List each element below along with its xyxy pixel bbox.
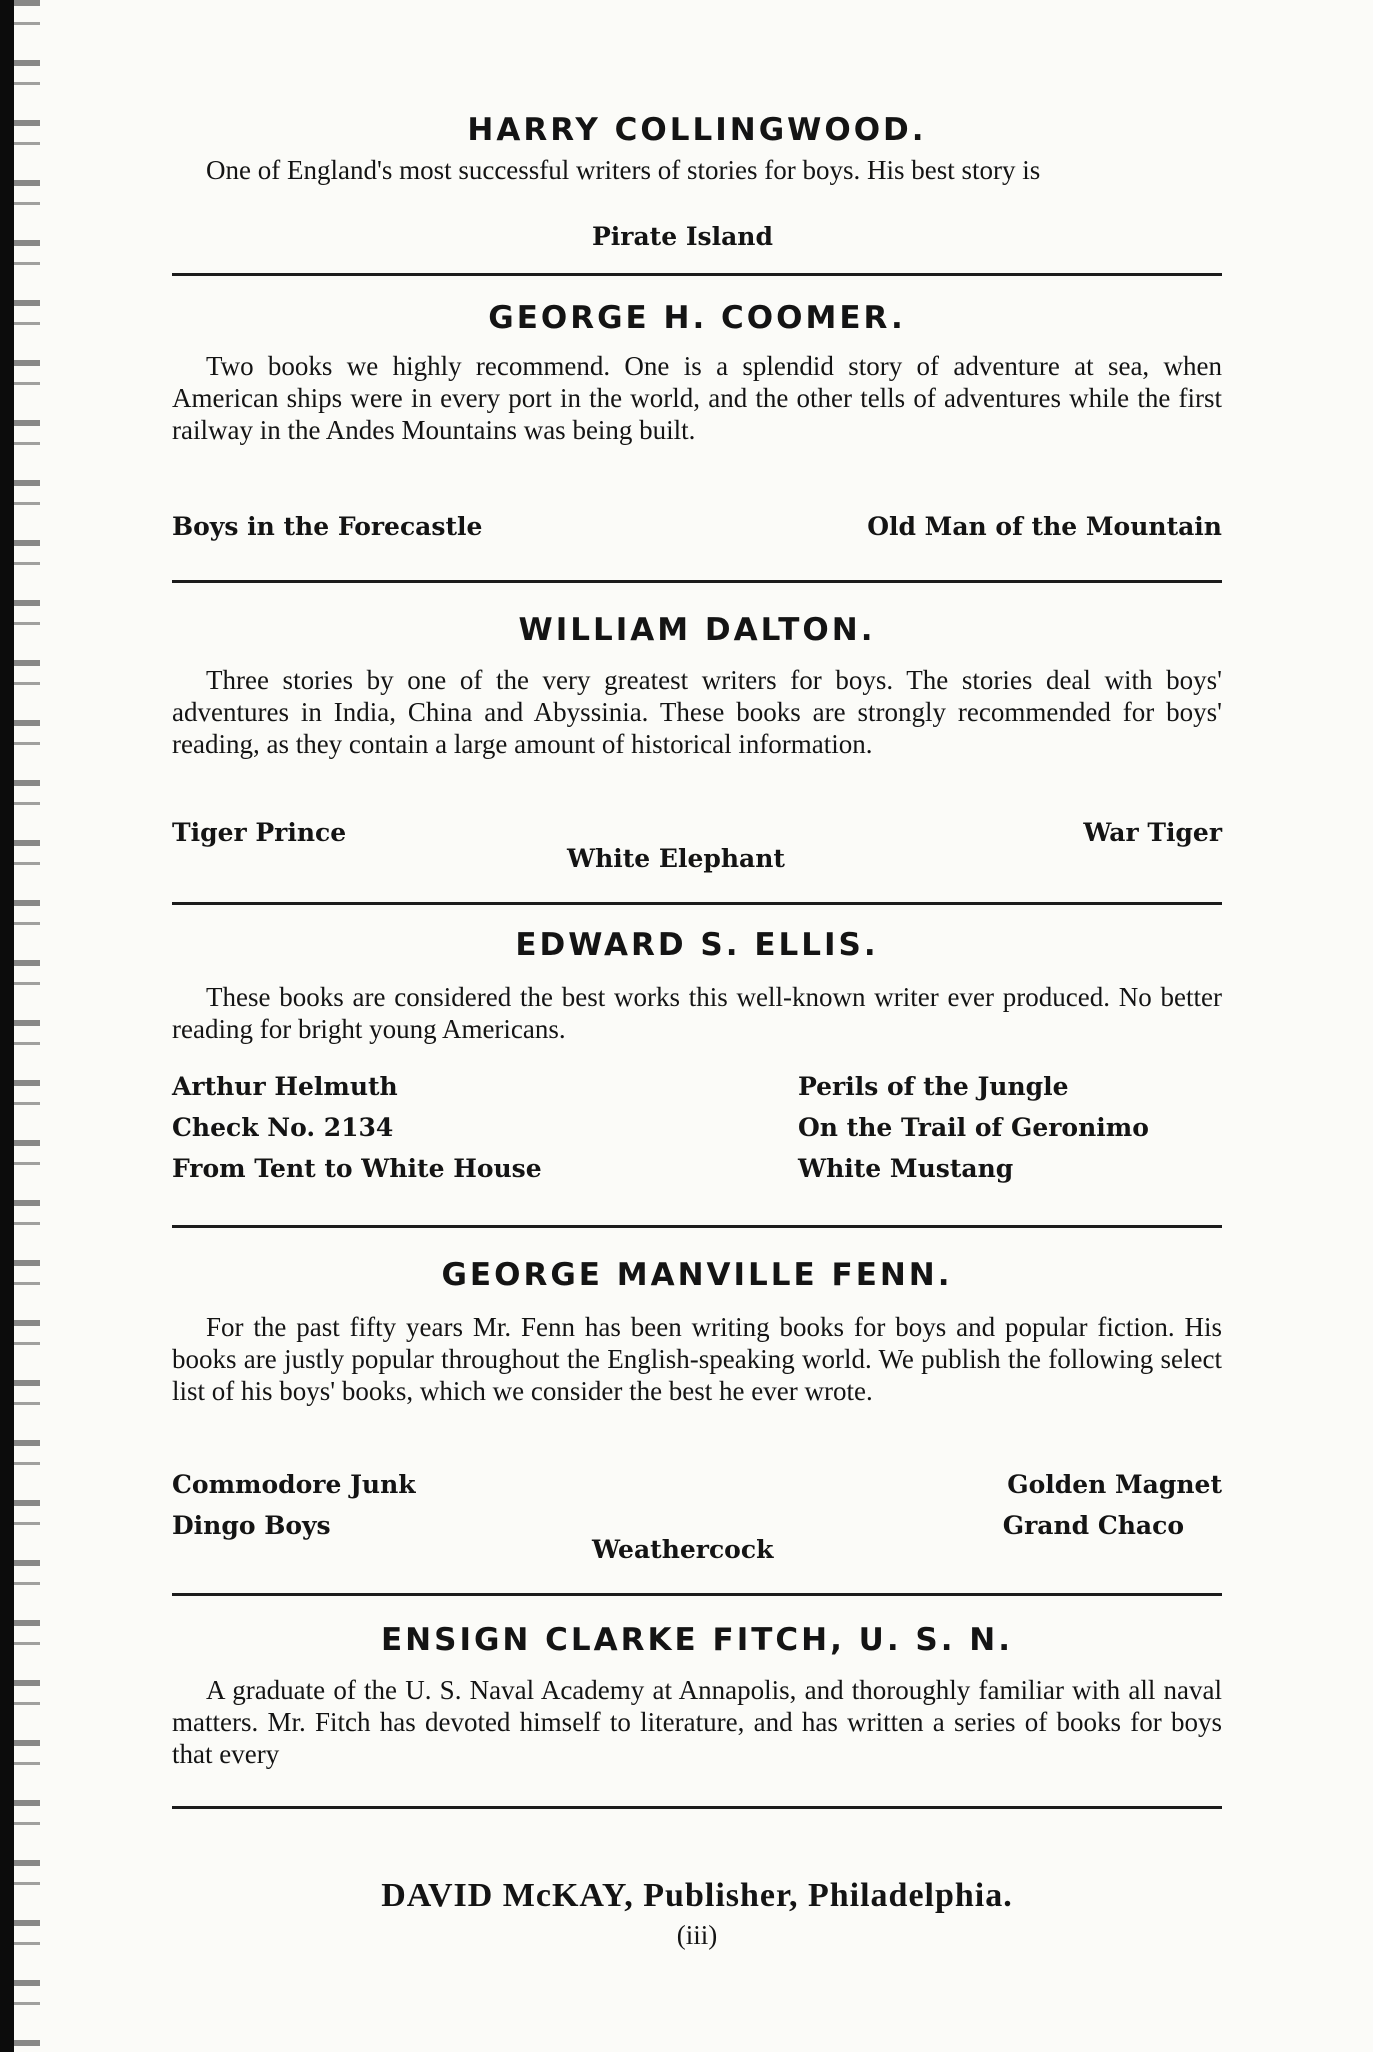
section-coomer (172, 298, 1222, 541)
book-title: Dingo Boys (172, 1511, 331, 1540)
section-collingwood (172, 110, 1222, 251)
author-description: Three stories by one of the very greatest writers for boys. The stories deal with boys' adventures in India, China and Abyssinia. These books are strongly recommended for boys' reading, as they contain a large amount of historical information. (172, 665, 1222, 759)
section-ellis (172, 925, 1222, 1183)
book-title: White Mustang (798, 1154, 1014, 1183)
section-divider (172, 1806, 1222, 1809)
book-title: Weathercock (592, 1535, 774, 1564)
book-title: Old Man of the Mountain (867, 512, 1222, 541)
author-heading: EDWARD S. ELLIS. (515, 927, 879, 963)
author-description: These books are considered the best works this well-known writer ever produced. No better reading for bright young Americans. (172, 982, 1222, 1044)
publisher-footer: DAVID McKAY, Publisher, Philadelphia. (381, 1877, 1013, 1914)
book-title: Boys in the Forecastle (172, 512, 483, 541)
author-heading: WILLIAM DALTON. (518, 612, 876, 648)
book-title: Perils of the Jungle (798, 1072, 1069, 1101)
binding-shadow (14, 0, 40, 2052)
book-title: Pirate Island (592, 222, 773, 251)
section-fenn (172, 1255, 1222, 1564)
book-title: Grand Chaco (1002, 1511, 1184, 1540)
author-description: For the past fifty years Mr. Fenn has been writing books for boys and popular fiction. His books are justly popular throughout the English-speaking world. We publish the following select list of his boys' books, which we consider the best he ever wrote. (172, 1312, 1222, 1406)
author-heading: GEORGE H. COOMER. (488, 300, 906, 336)
author-description: One of England's most successful writers of stories for boys. His best story is (206, 155, 1041, 185)
section-dalton (172, 610, 1222, 873)
book-title: On the Trail of Geronimo (798, 1113, 1149, 1142)
book-binding-edge (0, 0, 14, 2052)
book-title: White Elephant (567, 844, 785, 873)
section-divider (172, 273, 1222, 276)
book-title: Commodore Junk (172, 1470, 416, 1499)
author-heading: HARRY COLLINGWOOD. (467, 112, 927, 148)
book-title: Tiger Prince (172, 818, 347, 847)
author-heading: GEORGE MANVILLE FENN. (441, 1257, 953, 1293)
section-divider (172, 580, 1222, 583)
section-divider (172, 1593, 1222, 1596)
book-title: Check No. 2134 (172, 1113, 394, 1142)
book-title: War Tiger (1083, 818, 1222, 847)
page-number: (iii) (676, 1920, 718, 1950)
book-title: Golden Magnet (1007, 1470, 1222, 1499)
book-title: From Tent to White House (172, 1154, 542, 1183)
author-heading: ENSIGN CLARKE FITCH, U. S. N. (381, 1622, 1013, 1658)
section-divider (172, 1225, 1222, 1228)
section-fitch (172, 1620, 1222, 1770)
section-divider (172, 902, 1222, 905)
book-title: Arthur Helmuth (172, 1072, 398, 1101)
author-description: Two books we highly recommend. One is a splendid story of adventure at sea, when American ships were in every port in the world, and the other tells of adventures while the first railway in the Andes Mountains was being built. (172, 351, 1222, 445)
author-description: A graduate of the U. S. Naval Academy at Annapolis, and thoroughly familiar with all naval matters. Mr. Fitch has devoted himself to literature, and has written a series of books for boys that every (172, 1675, 1222, 1769)
